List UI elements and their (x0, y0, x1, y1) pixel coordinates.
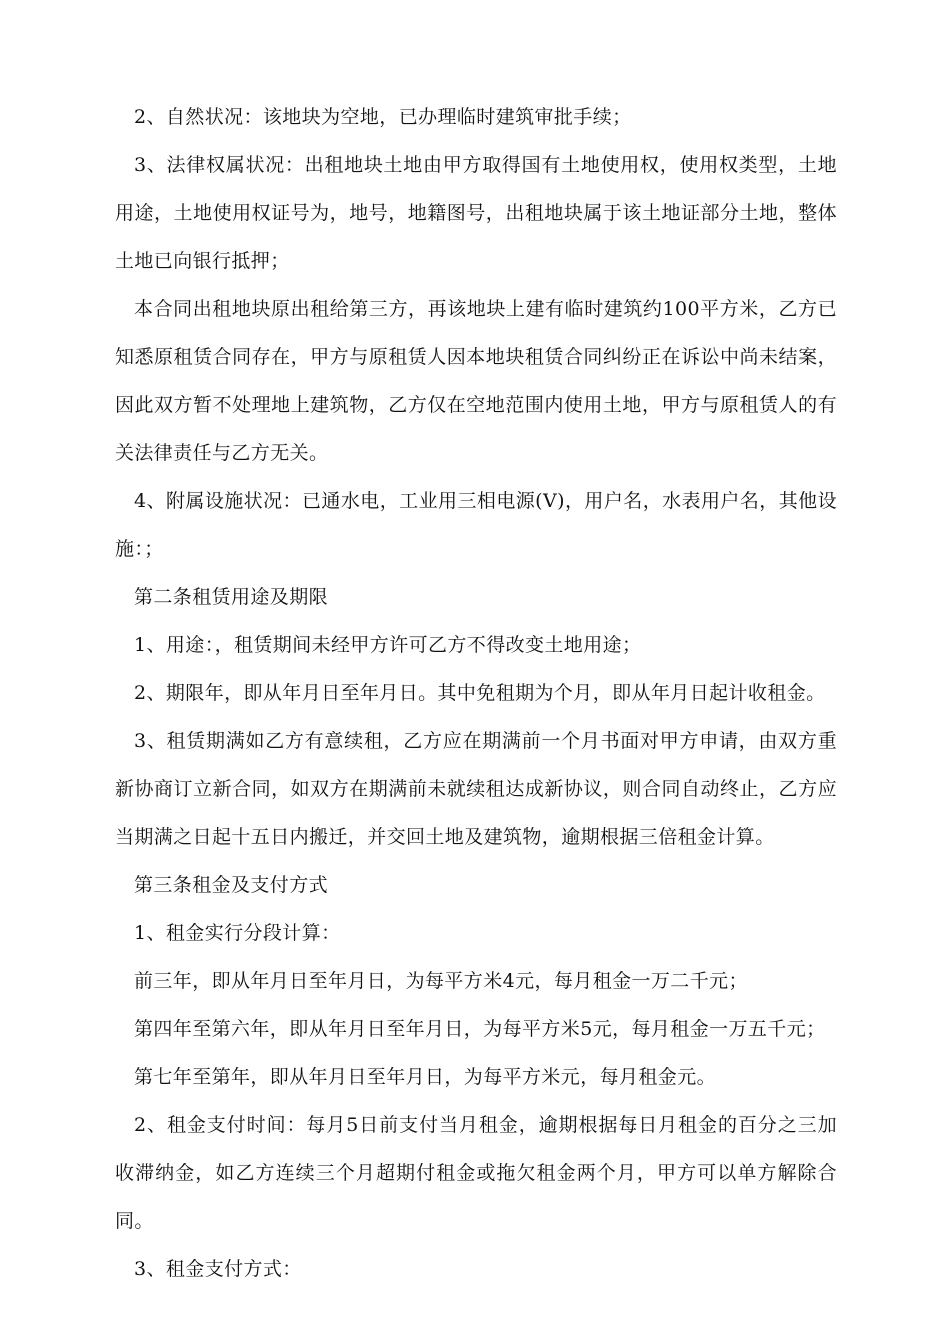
paragraph-term: 2、期限年，即从年月日至年月日。其中免租期为个月，即从年月日起计收租金。 (134, 682, 826, 704)
paragraph-payment-method: 3、租金支付方式： (134, 1258, 302, 1280)
paragraph-purpose: 1、用途：，租赁期间未经甲方许可乙方不得改变土地用途； (134, 634, 642, 656)
document-body (115, 93, 837, 1293)
paragraph-ancillary-facilities: 4、附属设施状况：已通水电，工业用三相电源(V)，用户名，水表用户名，其他设施：； (115, 490, 837, 560)
paragraph-legal-ownership: 3、法律权属状况：出租地块土地由甲方取得国有土地使用权，使用权类型，土地用途，土地使用权证号为，地号，地籍图号，出租地块属于该土地证部分土地，整体土地已向银行抵押； (115, 154, 837, 272)
paragraph-renewal: 3、租赁期满如乙方有意续租，乙方应在期满前一个月书面对甲方申请，由双方重新协商订立新合同，如双方在期满前未就续租达成新协议，则合同自动终止，乙方应当期满之日起十五日内搬迁，并交回土地及建筑物，逾期根据三倍租金计算。 (115, 730, 837, 848)
paragraph-payment-time: 2、租金支付时间：每月5日前支付当月租金，逾期根据每日月租金的百分之三加收滞纳金，如乙方连续三个月超期付租金或拖欠租金两个月，甲方可以单方解除合同。 (115, 1114, 837, 1232)
paragraph-rent-first-three-years: 前三年，即从年月日至年月日，为每平方米4元，每月租金一万二千元； (134, 970, 748, 992)
section-heading-article-3: 第三条租金及支付方式 (134, 874, 329, 896)
section-heading-article-2: 第二条租赁用途及期限 (134, 586, 329, 608)
paragraph-natural-condition: 2、自然状况：该地块为空地，已办理临时建筑审批手续； (134, 106, 632, 128)
paragraph-rent-year-seven-onward: 第七年至第年，即从年月日至年月日，为每平方米元，每月租金元。 (134, 1066, 717, 1088)
paragraph-rent-phased: 1、租金实行分段计算： (134, 922, 341, 944)
paragraph-prior-lease-note: 本合同出租地块原出租给第三方，再该地块上建有临时建筑约100平方米，乙方已知悉原租赁合同存在，甲方与原租赁人因本地块租赁合同纠纷正在诉讼中尚未结案，因此双方暂不处理地上建筑物，乙方仅在空地范围内使用土地，甲方与原租赁人的有关法律责任与乙方无关。 (115, 298, 837, 464)
paragraph-rent-years-four-to-six: 第四年至第六年，即从年月日至年月日，为每平方米5元，每月租金一万五千元； (134, 1018, 826, 1040)
